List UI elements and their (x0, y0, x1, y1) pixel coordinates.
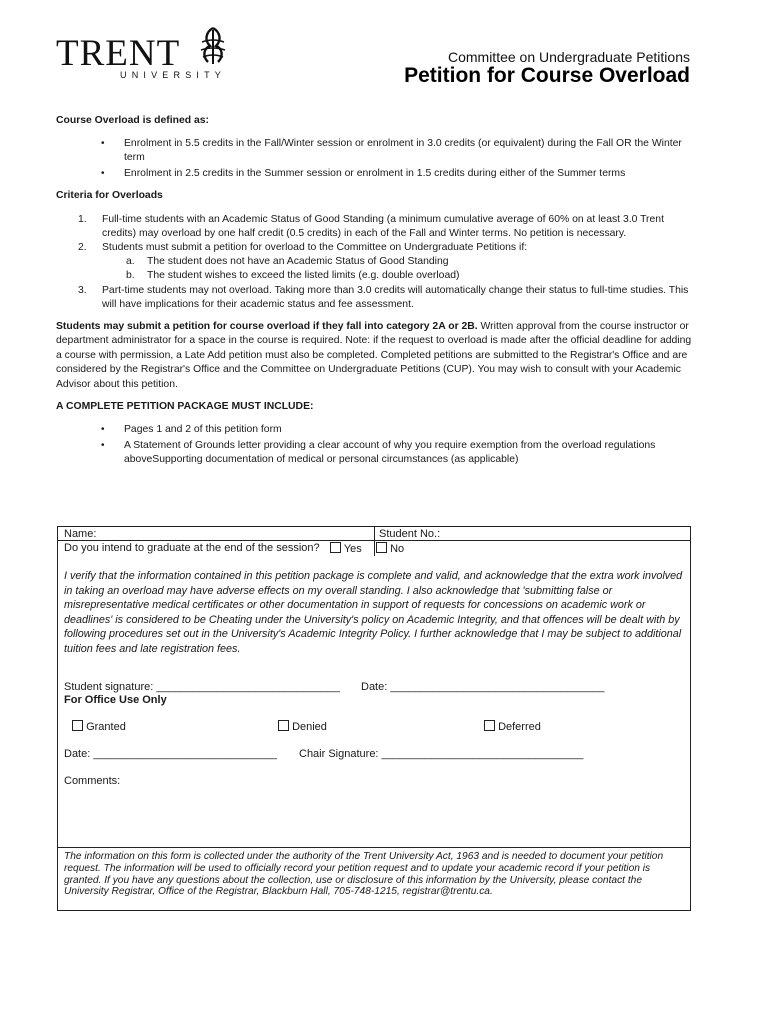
denied-checkbox[interactable] (278, 720, 289, 731)
logo-wordmark: TRENT (56, 33, 181, 74)
list-item (78, 284, 696, 312)
item-text: Students must submit a petition for overload to the Committee on Undergraduate Petitions if: (102, 241, 528, 253)
instructions (56, 114, 696, 469)
verification-statement: I verify that the information contained in this petition package is complete and valid, and acknowledge that the extra work involved in taking an overload may have adverse effects on my overall standing. I also acknowledge that 'submitting false or misrepresentative medical certificates or other documentation in support of requests for concessions on academic work or deadlines' is considered to be Cheating under the University's policy on Academic Integrity, and that offences will be dealt with by following procedures set out in the University's Academic Integrity Policy. I further acknowledge that I may be subject to additional tuition fees and late registration fees. (64, 570, 683, 655)
definition-heading: Course Overload is defined as: (56, 115, 210, 126)
list-item (78, 213, 696, 241)
notice-bold: Students may submit a petition for course overload if they fall into category 2A or 2B. (56, 320, 478, 332)
granted-option[interactable] (72, 720, 126, 733)
item-text: Part-time students may not overload. Taking more than 3.0 credits will automatically change their status to full-time studies. This will have implications for their academic status and fee assessment. (102, 284, 689, 310)
student-number-field[interactable]: Student No.: (379, 528, 441, 540)
privacy-notice: The information on this form is collected under the authority of the Trent University Act, 1963 and is needed to document your petition request. The information will be used to officially record your petition request and to update your academic record if your petition is granted. If you have any questions about the collection, use or disclosure of this information by the University, please contact the University Registrar, Office of the Registrar, Blackburn Hall, 705-748-1215, registrar@trentu.ca. (58, 847, 690, 898)
item-number: 2. (78, 241, 87, 253)
deferred-option[interactable] (484, 720, 541, 733)
sub-list (126, 255, 696, 283)
item-number: b. (126, 270, 135, 282)
list-item: • Enrolment in 2.5 credits in the Summer session or enrolment in 1.5 credits during either of the Summer terms (101, 167, 696, 181)
name-field[interactable]: Name: (64, 528, 97, 540)
definition-list (101, 137, 696, 181)
granted-label: Granted (86, 721, 126, 733)
office-use-heading: For Office Use Only (64, 694, 167, 706)
deferred-label: Deferred (498, 721, 541, 733)
divider (374, 527, 375, 556)
deferred-checkbox[interactable] (484, 720, 495, 731)
comments-field[interactable]: Comments: (64, 775, 121, 787)
no-option[interactable] (376, 542, 404, 555)
criteria-heading: Criteria for Overloads (56, 190, 163, 202)
chair-signature-field[interactable]: Chair Signature: _________________________________ (299, 748, 584, 760)
denied-label: Denied (292, 721, 327, 733)
yes-checkbox[interactable] (330, 542, 341, 553)
denied-option[interactable] (278, 720, 327, 733)
page-title: Petition for Course Overload (404, 64, 690, 87)
trent-logo (56, 26, 231, 82)
list-item: • A Statement of Grounds letter providing a clear account of why you require exemption from the overload regulations aboveSupporting documentation of medical or personal circumstances (as applicable) (101, 439, 696, 467)
sub-list-item (126, 255, 696, 269)
granted-checkbox[interactable] (72, 720, 83, 731)
notice-paragraph (56, 320, 696, 392)
criteria-list (78, 213, 696, 312)
sub-list-item (126, 269, 696, 283)
item-number: 1. (78, 213, 87, 225)
notice-text: Written approval from the course instructor or department administrator for a space in the course is required. Note: if the request to overload is made after the official deadline for adding a course with permission, a Late Add petition must also be completed. Completed petitions are submitted to the Registrar's Office and are considered by the Registrar's Office and the Committee on Undergraduate Petitions (CUP). You may wish to consult with your Academic Advisor about this petition. (56, 320, 692, 390)
petition-form (57, 526, 691, 911)
logo-subtext: UNIVERSITY (120, 70, 227, 80)
student-date-field[interactable]: Date: ___________________________________ (361, 681, 605, 693)
committee-name: Committee on Undergraduate Petitions (447, 49, 690, 65)
yes-label: Yes (343, 543, 362, 555)
item-text: Full-time students with an Academic Status of Good Standing (a minimum cumulative average of 60% on at least 3.0 Trent credits) may overload by one half credit (0.5 credits) in each of the Fall and Winter terms. No petition is necessary. (102, 213, 664, 239)
item-number: 3. (78, 284, 87, 296)
yes-option[interactable] (330, 542, 362, 555)
office-date-field[interactable]: Date: ______________________________ (64, 748, 277, 760)
list-item: • Enrolment in 5.5 credits in the Fall/Winter session or enrolment in 3.0 credits (or equivalent) during the Fall OR the Winter term (101, 137, 696, 165)
package-list (101, 423, 696, 467)
no-label: No (390, 543, 405, 555)
item-text: The student does not have an Academic Status of Good Standing (147, 256, 449, 268)
package-heading: A COMPLETE PETITION PACKAGE MUST INCLUDE: (56, 400, 314, 412)
list-item (78, 241, 696, 284)
list-item: • Pages 1 and 2 of this petition form (101, 423, 696, 437)
item-text: The student wishes to exceed the listed limits (e.g. double overload) (147, 270, 460, 282)
graduate-question: Do you intend to graduate at the end of the session? (64, 542, 320, 554)
item-number: a. (126, 256, 135, 268)
trent-emblem-icon (196, 26, 230, 66)
name-row (58, 527, 690, 541)
no-checkbox[interactable] (376, 542, 387, 553)
student-signature-field[interactable]: Student signature: ______________________________ (64, 681, 340, 693)
